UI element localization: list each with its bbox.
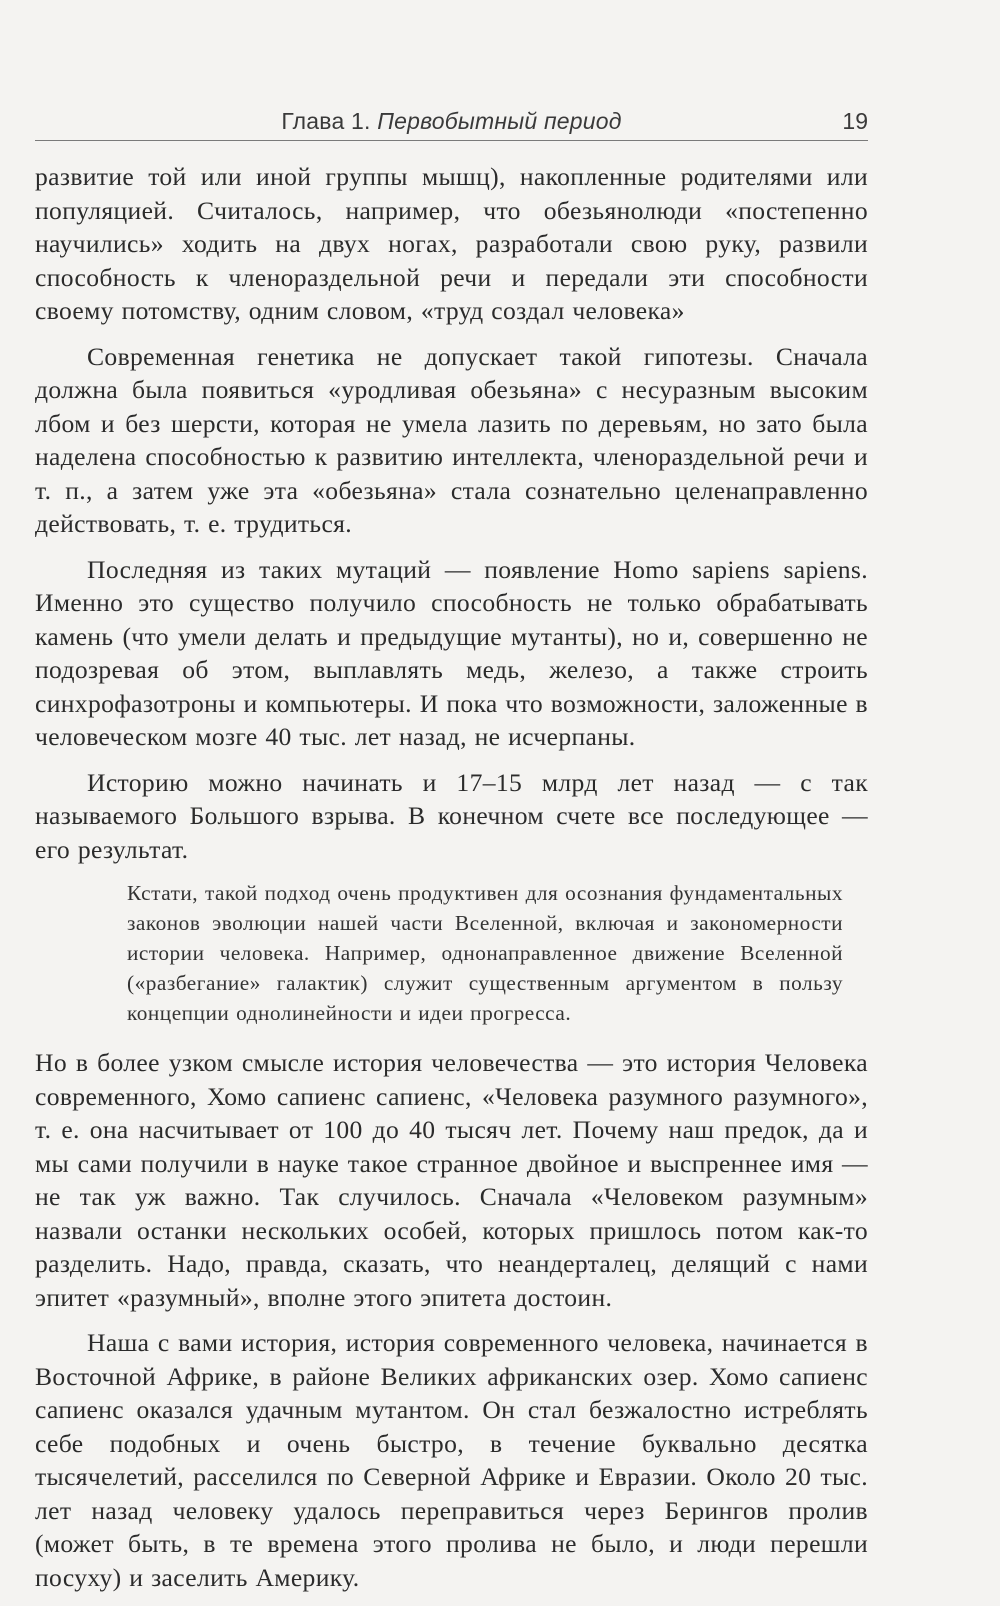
- page-number: 19: [842, 108, 868, 134]
- paragraph-3: Последняя из таких мутаций — появление Homo sapiens sapiens. Именно это существо получило способность не только обрабатывать камень (что умели делать и предыдущие мутанты), но и, совершенно не подозревая об этом, выплавлять медь, железо, а также строить синхрофазотроны и компьютеры. И пока что возможности, заложенные в человеческом мозге 40 тыс. лет назад, не исчерпаны.: [35, 554, 868, 751]
- chapter-label: Глава 1.: [281, 108, 371, 134]
- paragraph-4: Историю можно начинать и 17–15 млрд лет назад — с так называемого Большого взрыва. В конечном счете все последующее — его результат.: [35, 767, 868, 864]
- chapter-title: Первобытный период: [377, 108, 622, 134]
- paragraph-5: Но в более узком смысле история человечества — это история Человека современного, Хомо сапиенс сапиенс, «Человека разумного разумного», т. е. она насчитывает от 100 до 40 тысяч лет. Почему наш предок, да и мы сами получили в науке такое странное двойное и выспреннее имя — не так уж важно. Так случилось. Сначала «Человеком разумным» назвали останки нескольких особей, которых пришлось потом как-то разделить. Надо, правда, сказать, что неандерталец, делящий с нами эпитет «разумный», вполне этого эпитета достоин.: [35, 1048, 868, 1312]
- paragraph-2: Современная генетика не допускает такой гипотезы. Сначала должна была появиться «уродливая обезьяна» с несуразным высоким лбом и без шерсти, которая не умела лазить по деревьям, но зато была наделена способностью к развитию интеллекта, членораздельной речи и т. п., а затем уже эта «обезьяна» стала сознательно целенаправленно действовать, т. е. трудиться.: [35, 341, 868, 538]
- running-header: [35, 98, 868, 141]
- paragraph-6: Наша с вами история, история современного человека, начинается в Восточной Африке, в районе Великих африканских озер. Хомо сапиенс сапиенс оказался удачным мутантом. Он стал безжалостно истреблять себе подобных и очень быстро, в течение буквально десятка тысячелетий, расселился по Северной Африке и Евразии. Около 20 тыс. лет назад человеку удалось переправиться через Берингов пролив (может быть, в те времена этого пролива не было, и люди перешли посуху) и заселить Америку.: [35, 1328, 868, 1592]
- side-note: Кстати, такой подход очень продуктивен для осознания фундаментальных законов эволюции нашей части Вселенной, включая и закономерности истории человека. Например, однонаправленное движение Вселенной («разбегание» галактик) служит существенным аргументом в пользу концепции однолинейности и идеи прогресса.: [127, 881, 843, 1025]
- paragraph-1: развитие той или иной группы мышц), накопленные родителями или популяцией. Считалось, например, что обезьянолюди «постепенно научились» ходить на двух ногах, разработали свою руку, развили способность к членораздельной речи и передали эти способности своему потомству, одним словом, «труд создал человека»: [35, 162, 868, 325]
- page-body: [35, 160, 868, 1606]
- chapter-heading: [35, 108, 868, 135]
